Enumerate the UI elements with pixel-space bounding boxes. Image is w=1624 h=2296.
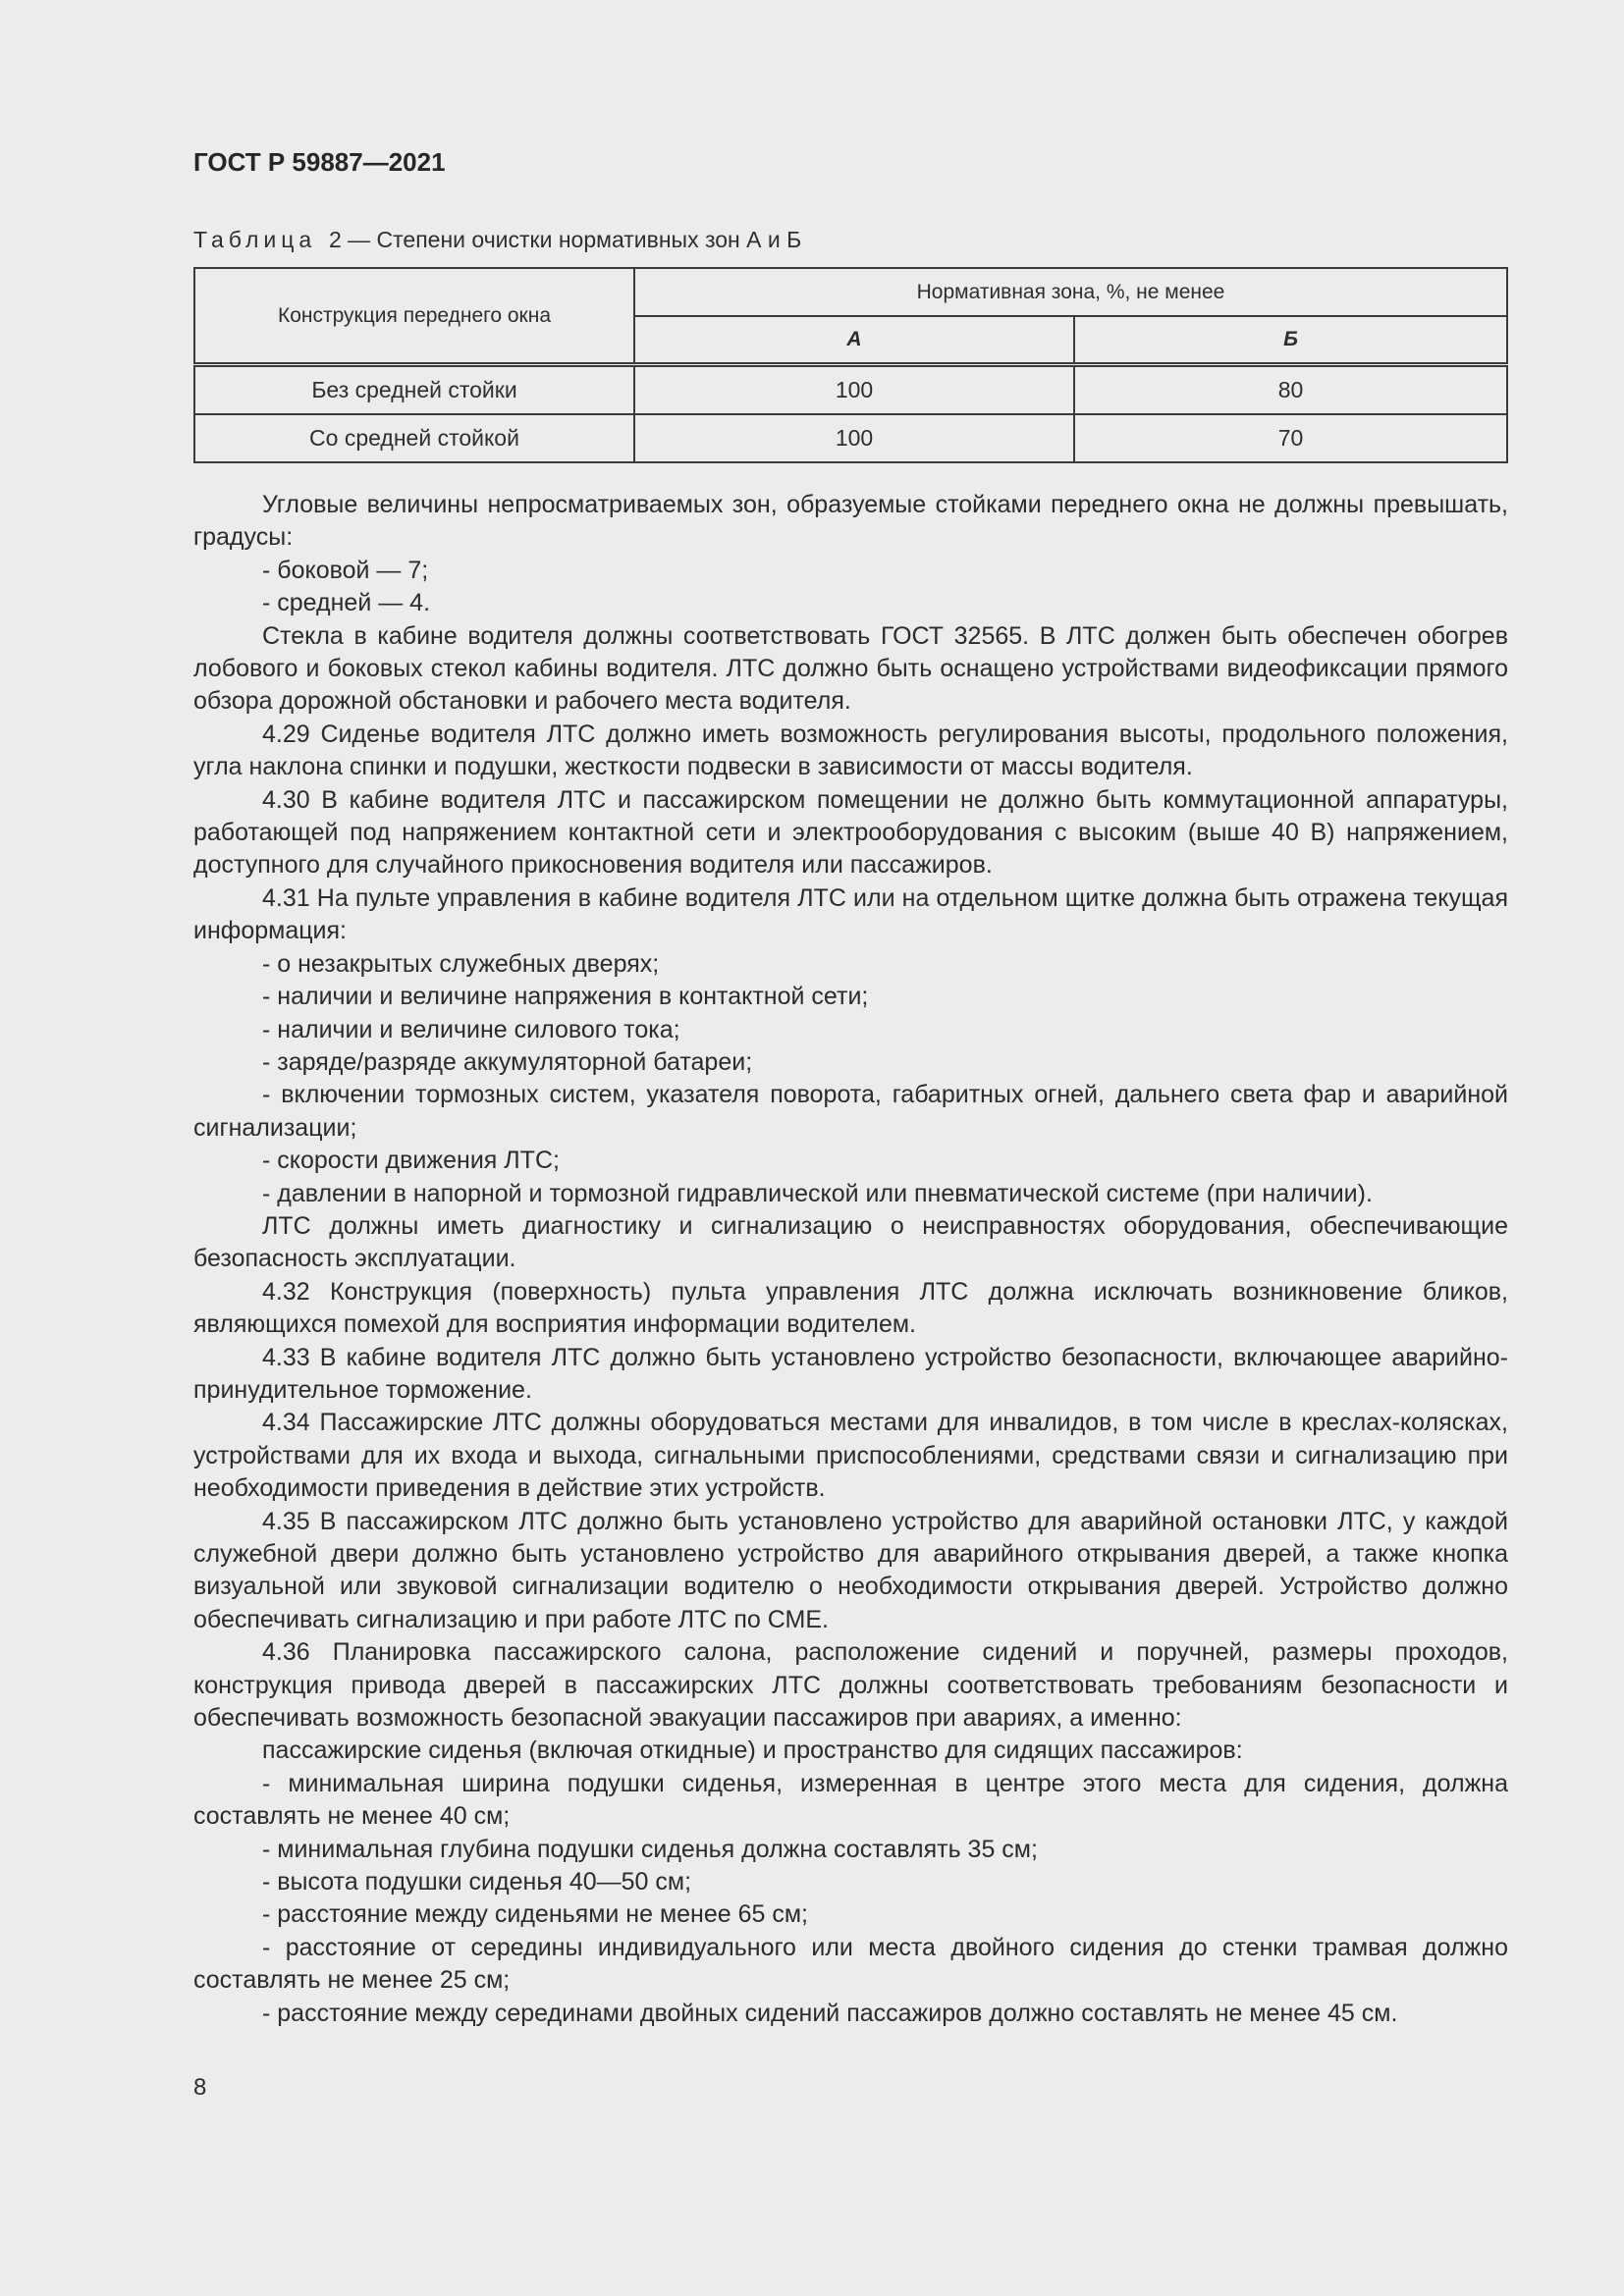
page-number: 8 xyxy=(193,2074,207,2101)
paragraph: ЛТС должны иметь диагностику и сигнализацию о неисправностях оборудования, обеспечивающие безопасность эксплуатации. xyxy=(193,1211,1508,1273)
list-item: - расстояние между серединами двойных сидений пассажиров должно составлять не менее 45 см. xyxy=(262,1999,1398,2027)
paragraph: пассажирские сиденья (включая откидные) и пространство для сидящих пассажиров: xyxy=(262,1736,1243,1765)
list-item: - включении тормозных систем, указателя поворота, габаритных огней, дальнего света фар и аварийной сигнализации; xyxy=(193,1081,1508,1142)
cell-construction: Со средней стойкой xyxy=(194,414,634,462)
body-text xyxy=(193,489,1508,2030)
header-zone-a: А xyxy=(634,316,1074,365)
paragraph: 4.32 Конструкция (поверхность) пульта управления ЛТС должна исключать возникновение бликов, являющихся помехой для восприятия информации водителем. xyxy=(193,1277,1508,1339)
list-item: - минимальная ширина подушки сиденья, измеренная в центре этого места для сидения, должна составлять не менее 40 см; xyxy=(193,1769,1508,1831)
table-caption-label: Таблица xyxy=(193,227,317,252)
list-item: - о незакрытых служебных дверях; xyxy=(262,949,660,978)
cell-zone-b: 80 xyxy=(1074,365,1507,415)
header-zone-group: Нормативная зона, %, не менее xyxy=(634,268,1507,316)
cell-construction: Без средней стойки xyxy=(194,365,634,415)
paragraph: Стекла в кабине водителя должны соответствовать ГОСТ 32565. В ЛТС должен быть обеспечен обогрев лобового и боковых стекол кабины водителя. ЛТС должно быть оснащено устройствами видеофиксации прямого обзора дорожной обстановки и рабочего места водителя. xyxy=(193,621,1508,716)
list-item: - наличии и величине напряжения в контактной сети; xyxy=(262,983,869,1011)
cell-zone-b: 70 xyxy=(1074,414,1507,462)
table-caption xyxy=(193,227,801,253)
header-construction: Конструкция переднего окна xyxy=(194,268,634,365)
list-item: - расстояние между сиденьями не менее 65 см; xyxy=(262,1900,808,1929)
table-row xyxy=(194,365,1507,415)
paragraph: 4.31 На пульте управления в кабине водителя ЛТС или на отдельном щитке должна быть отражена текущая информация: xyxy=(193,883,1508,945)
list-item: - скорости движения ЛТС; xyxy=(262,1147,560,1175)
paragraph: 4.33 В кабине водителя ЛТС должно быть установлено устройство безопасности, включающее аварийно-принудительное торможение. xyxy=(193,1343,1508,1404)
cell-zone-a: 100 xyxy=(634,365,1074,415)
table-caption-text: 2 — Степени очистки нормативных зон А и Б xyxy=(328,227,802,252)
list-item: - средней — 4. xyxy=(262,589,431,617)
cell-zone-a: 100 xyxy=(634,414,1074,462)
normative-zones-table xyxy=(193,267,1508,463)
list-item: - высота подушки сиденья 40—50 см; xyxy=(262,1868,692,1896)
list-item: - расстояние от середины индивидуального или места двойного сидения до стенки трамвая должно составлять не менее 25 см; xyxy=(193,1933,1508,1995)
paragraph: 4.29 Сиденье водителя ЛТС должно иметь возможность регулирования высоты, продольного положения, угла наклона спинки и подушки, жесткости подвески в зависимости от массы водителя. xyxy=(193,720,1508,781)
list-item: - минимальная глубина подушки сиденья должна составлять 35 см; xyxy=(262,1835,1038,1863)
list-item: - заряде/разряде аккумуляторной батареи; xyxy=(262,1047,753,1076)
paragraph: 4.36 Планировка пассажирского салона, расположение сидений и поручней, размеры проходов, конструкция привода дверей в пассажирских ЛТС должны соответствовать требованиям безопасности и обеспечивать возможность безопасной эвакуации пассажиров при авариях, а именно: xyxy=(193,1638,1508,1733)
list-item: - наличии и величине силового тока; xyxy=(262,1015,680,1043)
paragraph: 4.35 В пассажирском ЛТС должно быть установлено устройство для аварийной остановки ЛТС, у каждой служебной двери должно быть установлено устройство для аварийного открывания дверей, а также кнопка визуальной или звуковой сигнализации водителю о необходимости открывания дверей. Устройство должно обеспечивать сигнализацию и при работе ЛТС по СМЕ. xyxy=(193,1507,1508,1633)
list-item: - боковой — 7; xyxy=(262,556,429,584)
list-item: - давлении в напорной и тормозной гидравлической или пневматической системе (при наличии). xyxy=(262,1179,1373,1207)
paragraph: 4.30 В кабине водителя ЛТС и пассажирском помещении не должно быть коммутационной аппаратуры, работающей под напряжением контактной сети и электрооборудования с высоким (выше 40 В) напряжением, доступного для случайного прикосновения водителя или пассажиров. xyxy=(193,785,1508,880)
paragraph: 4.34 Пассажирские ЛТС должны оборудоваться местами для инвалидов, в том числе в креслах-колясках, устройствами для их входа и выхода, сигнальными приспособлениями, средствами связи и сигнализацию при необходимости приведения в действие этих устройств. xyxy=(193,1409,1508,1503)
paragraph: Угловые величины непросматриваемых зон, образуемые стойками переднего окна не должны превышать, градусы: xyxy=(193,491,1508,552)
table-row xyxy=(194,414,1507,462)
header-zone-b: Б xyxy=(1074,316,1507,365)
document-header: ГОСТ Р 59887—2021 xyxy=(193,147,446,177)
